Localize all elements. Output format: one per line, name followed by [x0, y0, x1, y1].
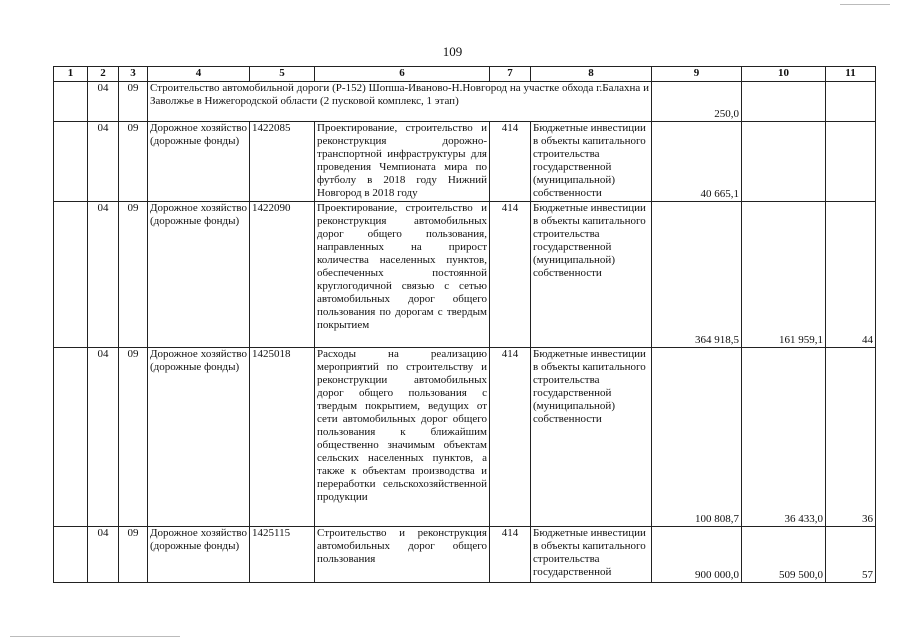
page-number: 109	[442, 44, 463, 59]
scan-artifact	[10, 636, 180, 637]
amount-col11	[826, 122, 876, 202]
section-title: Строительство автомобильной дороги (Р-152) Шопша-Иваново-Н.Новгород на участке обхода г.Балахна и Заволжье в Нижегородской области (2 пусковой комплекс, 1 этап)	[148, 82, 652, 122]
section-code: 04	[88, 527, 119, 583]
category-cell: Дорожное хозяйство (дорожные фонды)	[148, 122, 250, 202]
table-row	[54, 527, 876, 583]
header-row	[54, 67, 876, 82]
amount-col10: 509 500,0	[742, 527, 826, 583]
section-row	[54, 82, 876, 122]
target-code: 1422085	[250, 122, 315, 202]
amount-col9: 40 665,1	[652, 122, 742, 202]
header-cell: 1	[54, 67, 88, 82]
expense-type-name: Бюджетные инвестиции в объекты капитального строительства государственной	[531, 527, 652, 583]
amount-col10	[742, 82, 826, 122]
header-cell: 11	[826, 67, 876, 82]
subsection-code: 09	[119, 122, 148, 202]
table-row	[54, 348, 876, 527]
header-cell: 6	[315, 67, 490, 82]
header-cell: 2	[88, 67, 119, 82]
header-cell: 3	[119, 67, 148, 82]
empty-cell	[54, 202, 88, 348]
header-cell: 10	[742, 67, 826, 82]
amount-col9: 900 000,0	[652, 527, 742, 583]
header-cell: 9	[652, 67, 742, 82]
section-code: 04	[88, 202, 119, 348]
expense-type: 414	[490, 527, 531, 583]
target-code: 1425115	[250, 527, 315, 583]
header-cell: 8	[531, 67, 652, 82]
section-code: 04	[88, 82, 119, 122]
empty-cell	[54, 122, 88, 202]
budget-table	[53, 66, 876, 583]
category-cell: Дорожное хозяйство (дорожные фонды)	[148, 202, 250, 348]
target-code: 1422090	[250, 202, 315, 348]
section-code: 04	[88, 122, 119, 202]
table-row	[54, 122, 876, 202]
header-cell: 5	[250, 67, 315, 82]
subsection-code: 09	[119, 527, 148, 583]
amount-col9: 250,0	[652, 82, 742, 122]
target-code: 1425018	[250, 348, 315, 527]
subsection-code: 09	[119, 348, 148, 527]
expense-type-name: Бюджетные инвестиции в объекты капитального строительства государственной (муниципальной) собственности	[531, 348, 652, 527]
subsection-code: 09	[119, 202, 148, 348]
expense-type-name: Бюджетные инвестиции в объекты капитального строительства государственной (муниципальной) собственности	[531, 202, 652, 348]
expense-type: 414	[490, 348, 531, 527]
amount-col10: 161 959,1	[742, 202, 826, 348]
description-cell: Строительство и реконструкция автомобильных дорог общего пользования	[315, 527, 490, 583]
empty-cell	[54, 348, 88, 527]
amount-col11: 57	[826, 527, 876, 583]
empty-cell	[54, 82, 88, 122]
scan-artifact	[840, 4, 890, 5]
section-code: 04	[88, 348, 119, 527]
amount-col10	[742, 122, 826, 202]
description-cell: Проектирование, строительство и реконструкция дорожно-транспортной инфраструктуры для проведения Чемпионата мира по футболу в 2018 году Нижний Новгород в 2018 году	[315, 122, 490, 202]
expense-type: 414	[490, 122, 531, 202]
description-cell: Проектирование, строительство и реконструкция автомобильных дорог общего пользования, направленных на прирост количества населенных пунктов, обеспеченных постоянной круглогодичной связью с сетью автомобильных дорог общего пользования по дорогам с твердым покрытием	[315, 202, 490, 348]
amount-col11	[826, 82, 876, 122]
subsection-code: 09	[119, 82, 148, 122]
header-cell: 7	[490, 67, 531, 82]
category-cell: Дорожное хозяйство (дорожные фонды)	[148, 348, 250, 527]
amount-col11: 44	[826, 202, 876, 348]
expense-type: 414	[490, 202, 531, 348]
description-cell: Расходы на реализацию мероприятий по строительству и реконструкции автомобильных дорог общего пользования с твердым покрытием, ведущих от сети автомобильных дорог общего пользования к ближайшим общественно значимым объектам сельских населенных пунктов, а также к объектам производства и переработки сельскохозяйственной продукции	[315, 348, 490, 527]
expense-type-name: Бюджетные инвестиции в объекты капитального строительства государственной (муниципальной) собственности	[531, 122, 652, 202]
amount-col9: 100 808,7	[652, 348, 742, 527]
amount-col11: 36	[826, 348, 876, 527]
category-cell: Дорожное хозяйство (дорожные фонды)	[148, 527, 250, 583]
empty-cell	[54, 527, 88, 583]
header-cell: 4	[148, 67, 250, 82]
amount-col9: 364 918,5	[652, 202, 742, 348]
amount-col10: 36 433,0	[742, 348, 826, 527]
table-row	[54, 202, 876, 348]
